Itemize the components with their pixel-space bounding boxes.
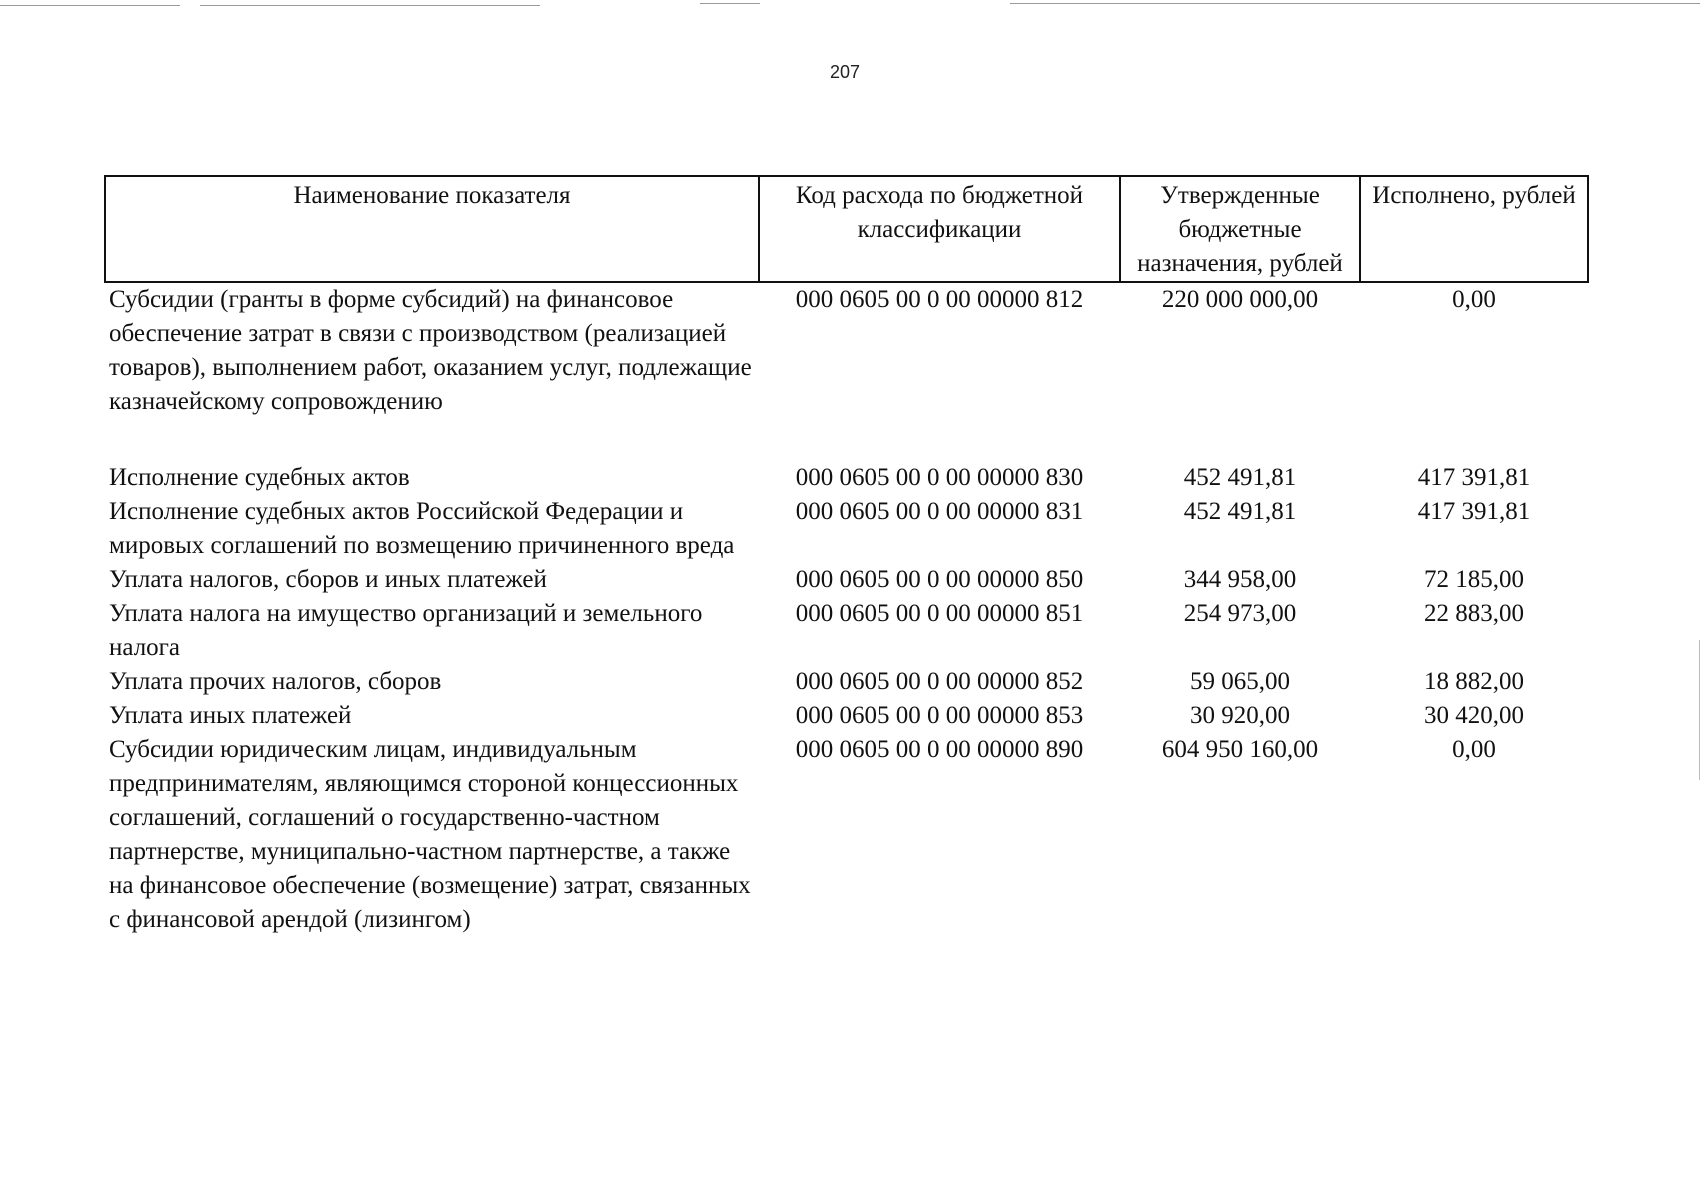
row-executed-amount: 18 882,00 [1424, 668, 1524, 695]
scan-artifact-line [700, 3, 760, 4]
row-approved-amount: 220 000 000,00 [1161, 286, 1319, 313]
scan-artifact-edge [1699, 640, 1700, 780]
row-executed-amount: 30 420,00 [1424, 702, 1524, 729]
row-approved-amount: 344 958,00 [1183, 566, 1297, 593]
row-executed-amount: 0,00 [1452, 736, 1496, 763]
header-expense-code: Код расхода по бюджетной классификации [759, 176, 1120, 282]
row-indicator-name: Субсидии юридическим лицам, индивидуальным предпринимателям, являющимся стороной концессионных соглашений, соглашений о государственно-частном партнерстве, муниципально-частном партнерстве, а также на финансовое обеспечение (возмещение) затрат, связанных с финансовой арендой (лизингом) [109, 736, 751, 933]
header-indicator-name: Наименование показателя [105, 176, 759, 282]
row-indicator-name: Субсидии (гранты в форме субсидий) на финансовое обеспечение затрат в связи с производством (реализацией товаров), выполнением работ, оказанием услуг, подлежащие казначейскому сопровождению [109, 286, 752, 415]
row-expense-code: 000 0605 00 0 00 00000 830 [795, 464, 1084, 491]
row-executed-amount: 22 883,00 [1424, 600, 1524, 627]
row-indicator-name: Уплата иных платежей [109, 702, 352, 729]
row-indicator-name: Исполнение судебных актов Российской Федерации и мировых соглашений по возмещению причиненного вреда [109, 498, 735, 559]
header-approved-amount: Утвержденные бюджетные назначения, рублей [1120, 176, 1360, 282]
row-expense-code: 000 0605 00 0 00 00000 831 [795, 498, 1084, 525]
table-row [105, 597, 1588, 665]
header-executed-amount: Исполнено, рублей [1360, 176, 1588, 282]
row-approved-amount: 452 491,81 [1183, 498, 1297, 525]
row-expense-code: 000 0605 00 0 00 00000 853 [795, 702, 1084, 729]
table-row [105, 461, 1588, 495]
budget-execution-table [104, 175, 1589, 937]
row-expense-code: 000 0605 00 0 00 00000 890 [795, 736, 1084, 763]
table-row [105, 665, 1588, 699]
row-executed-amount: 417 391,81 [1417, 498, 1531, 525]
row-indicator-name: Уплата налогов, сборов и иных платежей [109, 566, 547, 593]
row-executed-amount: 0,00 [1452, 286, 1496, 313]
row-indicator-name: Уплата налога на имущество организаций и земельного налога [109, 600, 703, 661]
row-indicator-name: Исполнение судебных актов [109, 464, 410, 491]
row-indicator-name: Уплата прочих налогов, сборов [109, 668, 442, 695]
scan-artifact-line [0, 5, 180, 6]
row-expense-code: 000 0605 00 0 00 00000 852 [795, 668, 1084, 695]
table-row [105, 699, 1588, 733]
table-row [105, 495, 1588, 563]
scan-artifact-line [1010, 3, 1700, 4]
scan-artifact-line [200, 5, 540, 6]
row-expense-code: 000 0605 00 0 00 00000 851 [795, 600, 1084, 627]
page-number: 207 [829, 62, 861, 82]
row-expense-code: 000 0605 00 0 00 00000 850 [795, 566, 1084, 593]
table-header-row [105, 176, 1588, 282]
row-approved-amount: 59 065,00 [1190, 668, 1290, 695]
row-executed-amount: 72 185,00 [1424, 566, 1524, 593]
table-row [105, 282, 1588, 461]
row-executed-amount: 417 391,81 [1417, 464, 1531, 491]
table-row [105, 563, 1588, 597]
row-expense-code: 000 0605 00 0 00 00000 812 [795, 286, 1084, 313]
row-approved-amount: 30 920,00 [1190, 702, 1290, 729]
row-approved-amount: 604 950 160,00 [1161, 736, 1319, 763]
table-row [105, 733, 1588, 937]
row-approved-amount: 452 491,81 [1183, 464, 1297, 491]
row-approved-amount: 254 973,00 [1183, 600, 1297, 627]
